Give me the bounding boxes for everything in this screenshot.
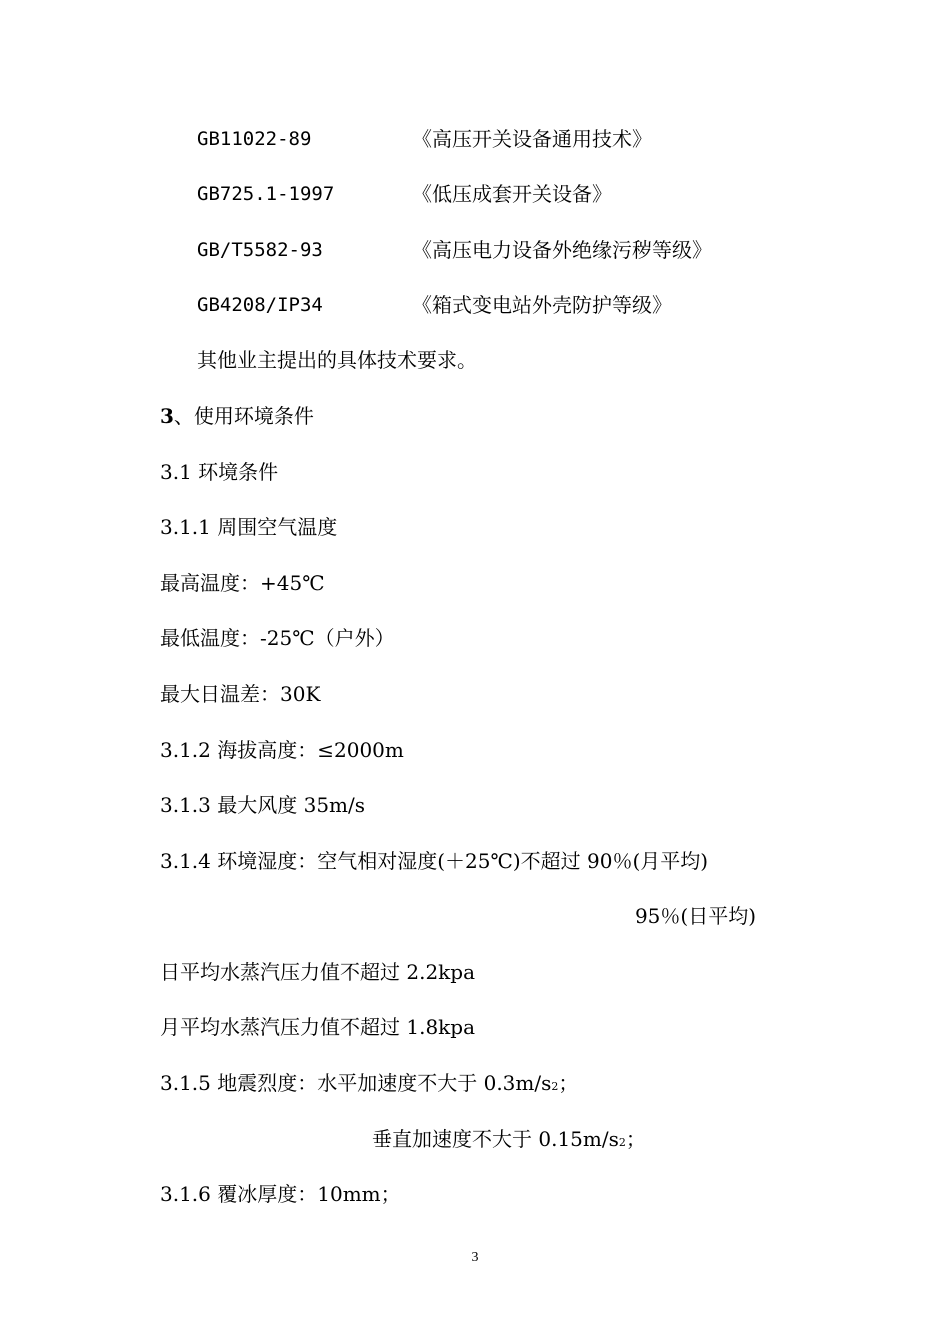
monthly-vapor-pressure: 月平均水蒸汽压力值不超过 1.8kpa [160,1015,476,1039]
daily-vapor-pressure: 日平均水蒸汽压力值不超过 2.2kpa [160,960,476,984]
max-daily-temperature-difference: 最大日温差：30K [160,682,321,706]
subsection-heading: 3.1 环境条件 [160,460,279,484]
ice-thickness: 3.1.6 覆冰厚度：10mm； [160,1182,401,1206]
section-heading [160,403,314,429]
standard-title: 《箱式变电站外壳防护等级》 [412,293,672,317]
section-number: 3 [160,404,174,428]
seismic-vertical-text: 垂直加速度不大于 0.15m/s [372,1127,619,1151]
min-temperature: 最低温度：-25℃（户外） [160,626,395,650]
max-wind: 3.1.3 最大风度 35m/s [160,793,366,817]
other-requirements: 其他业主提出的具体技术要求。 [197,348,477,372]
standard-title: 《低压成套开关设备》 [412,182,612,206]
subsection-temperature: 3.1.1 周围空气温度 [160,515,338,539]
altitude: 3.1.2 海拔高度：≤2000m [160,738,404,762]
seismic-horizontal [160,1070,578,1100]
seismic-vertical [372,1126,646,1156]
standard-code: GB725.1-1997 [197,183,335,205]
max-temperature: 最高温度：+45℃ [160,571,325,595]
standard-code: GB11022-89 [197,128,312,150]
seismic-horizontal-text: 3.1.5 地震烈度：水平加速度不大于 0.3m/s [160,1071,552,1095]
section-title: 、使用环境条件 [173,404,314,428]
humidity-daily: 95％(日平均) [634,904,756,928]
superscript-2: 2 [551,1080,559,1093]
seismic-vertical-end: ； [625,1127,646,1151]
standard-title: 《高压电力设备外绝缘污秽等级》 [412,238,712,262]
humidity-monthly: 3.1.4 环境湿度：空气相对湿度(＋25℃)不超过 90％(月平均) [160,849,709,873]
seismic-horizontal-end: ； [558,1071,579,1095]
standard-code: GB4208/IP34 [197,294,323,316]
superscript-2: 2 [618,1136,626,1149]
page-number: 3 [471,1250,479,1265]
standard-title: 《高压开关设备通用技术》 [412,127,652,151]
standard-code: GB/T5582-93 [197,239,323,261]
